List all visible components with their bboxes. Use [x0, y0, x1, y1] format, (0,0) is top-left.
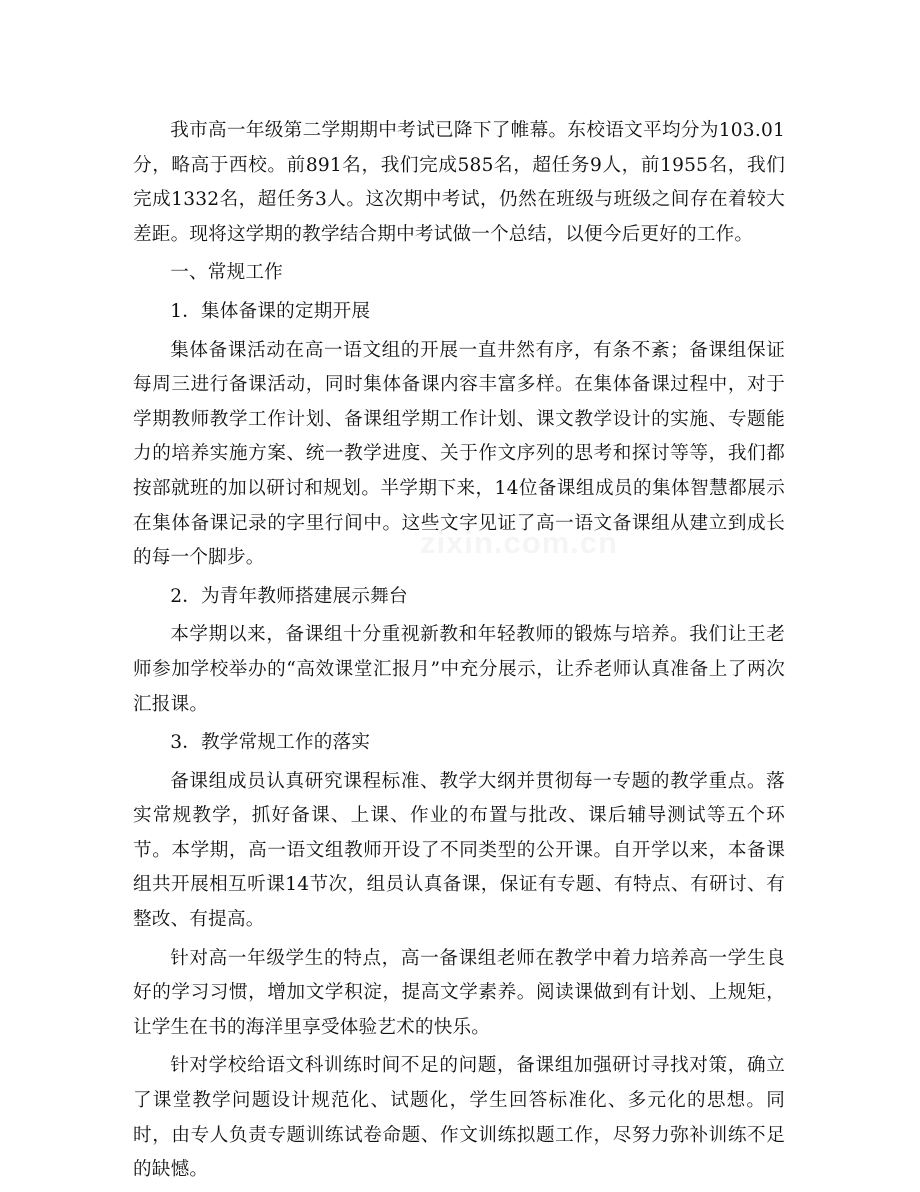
section-heading-routine-work: 一、常规工作	[170, 262, 283, 284]
watermark: zixin.com.cn	[420, 525, 619, 560]
paragraph-student-habits: 针对高一年级学生的特点，高一备课组老师在教学中着力培养高一学生良好的学习习惯，增加文学积淀，提高文学素养。阅读课做到有计划、上规矩，让学生在书的海洋里享受体验艺术的快乐。	[133, 947, 785, 1038]
intro-paragraph: 我市高一年级第二学期期中考试已降下了帷幕。东校语文平均分为103.01分，略高于西校。前891名，我们完成585名，超任务9人，前1955名，我们完成1332名，超任务3人。这次期中考试，仍然在班级与班级之间存在着较大差距。现将这学期的教学结合期中考试做一个总结，以便今后更好的工作。	[133, 120, 785, 245]
subheading-young-teachers: 2．为青年教师搭建展示舞台	[170, 585, 408, 607]
paragraph-collective-lesson-prep: 集体备课活动在高一语文组的开展一直井然有序，有条不紊；备课组保证每周三进行备课活动，同时集体备课内容丰富多样。在集体备课过程中，对于学期教师教学工作计划、备课组学期工作计划、课文教学设计的实施、专题能力的培养实施方案、统一教学进度、关于作文序列的思考和探讨等等，我们都按部就班的加以研讨和规划。半学期下来，14位备课组成员的集体智慧都展示在集体备课记录的字里行间中。这些文字见证了高一语文备课组从建立到成长的每一个脚步。	[133, 339, 785, 569]
paragraph-teaching-routine: 备课组成员认真研究课程标准、教学大纲并贯彻每一专题的教学重点。落实常规教学，抓好备课、上课、作业的布置与批改、课后辅导测试等五个环节。本学期，高一语文组教师开设了不同类型的公开课。自开学以来，本备课组共开展相互听课14节次，组员认真备课，保证有专题、有特点、有研讨、有整改、有提高。	[133, 770, 785, 931]
subheading-collective-lesson-prep: 1．集体备课的定期开展	[170, 300, 371, 322]
paragraph-training-time: 针对学校给语文科训练时间不足的问题，备课组加强研讨寻找对策，确立了课堂教学问题设计规范化、试题化，学生回答标准化、多元化的思想。同时，由专人负责专题训练试卷命题、作文训练拟题工作，尽努力弥补训练不足的缺憾。	[133, 1055, 785, 1181]
paragraph-young-teachers: 本学期以来，备课组十分重视新教和年轻教师的锻炼与培养。我们让王老师参加学校举办的“高效课堂汇报月”中充分展示，让乔老师认真准备上了两次汇报课。	[133, 624, 785, 715]
subheading-teaching-routine: 3．教学常规工作的落实	[170, 732, 371, 754]
document-body	[133, 114, 785, 1192]
